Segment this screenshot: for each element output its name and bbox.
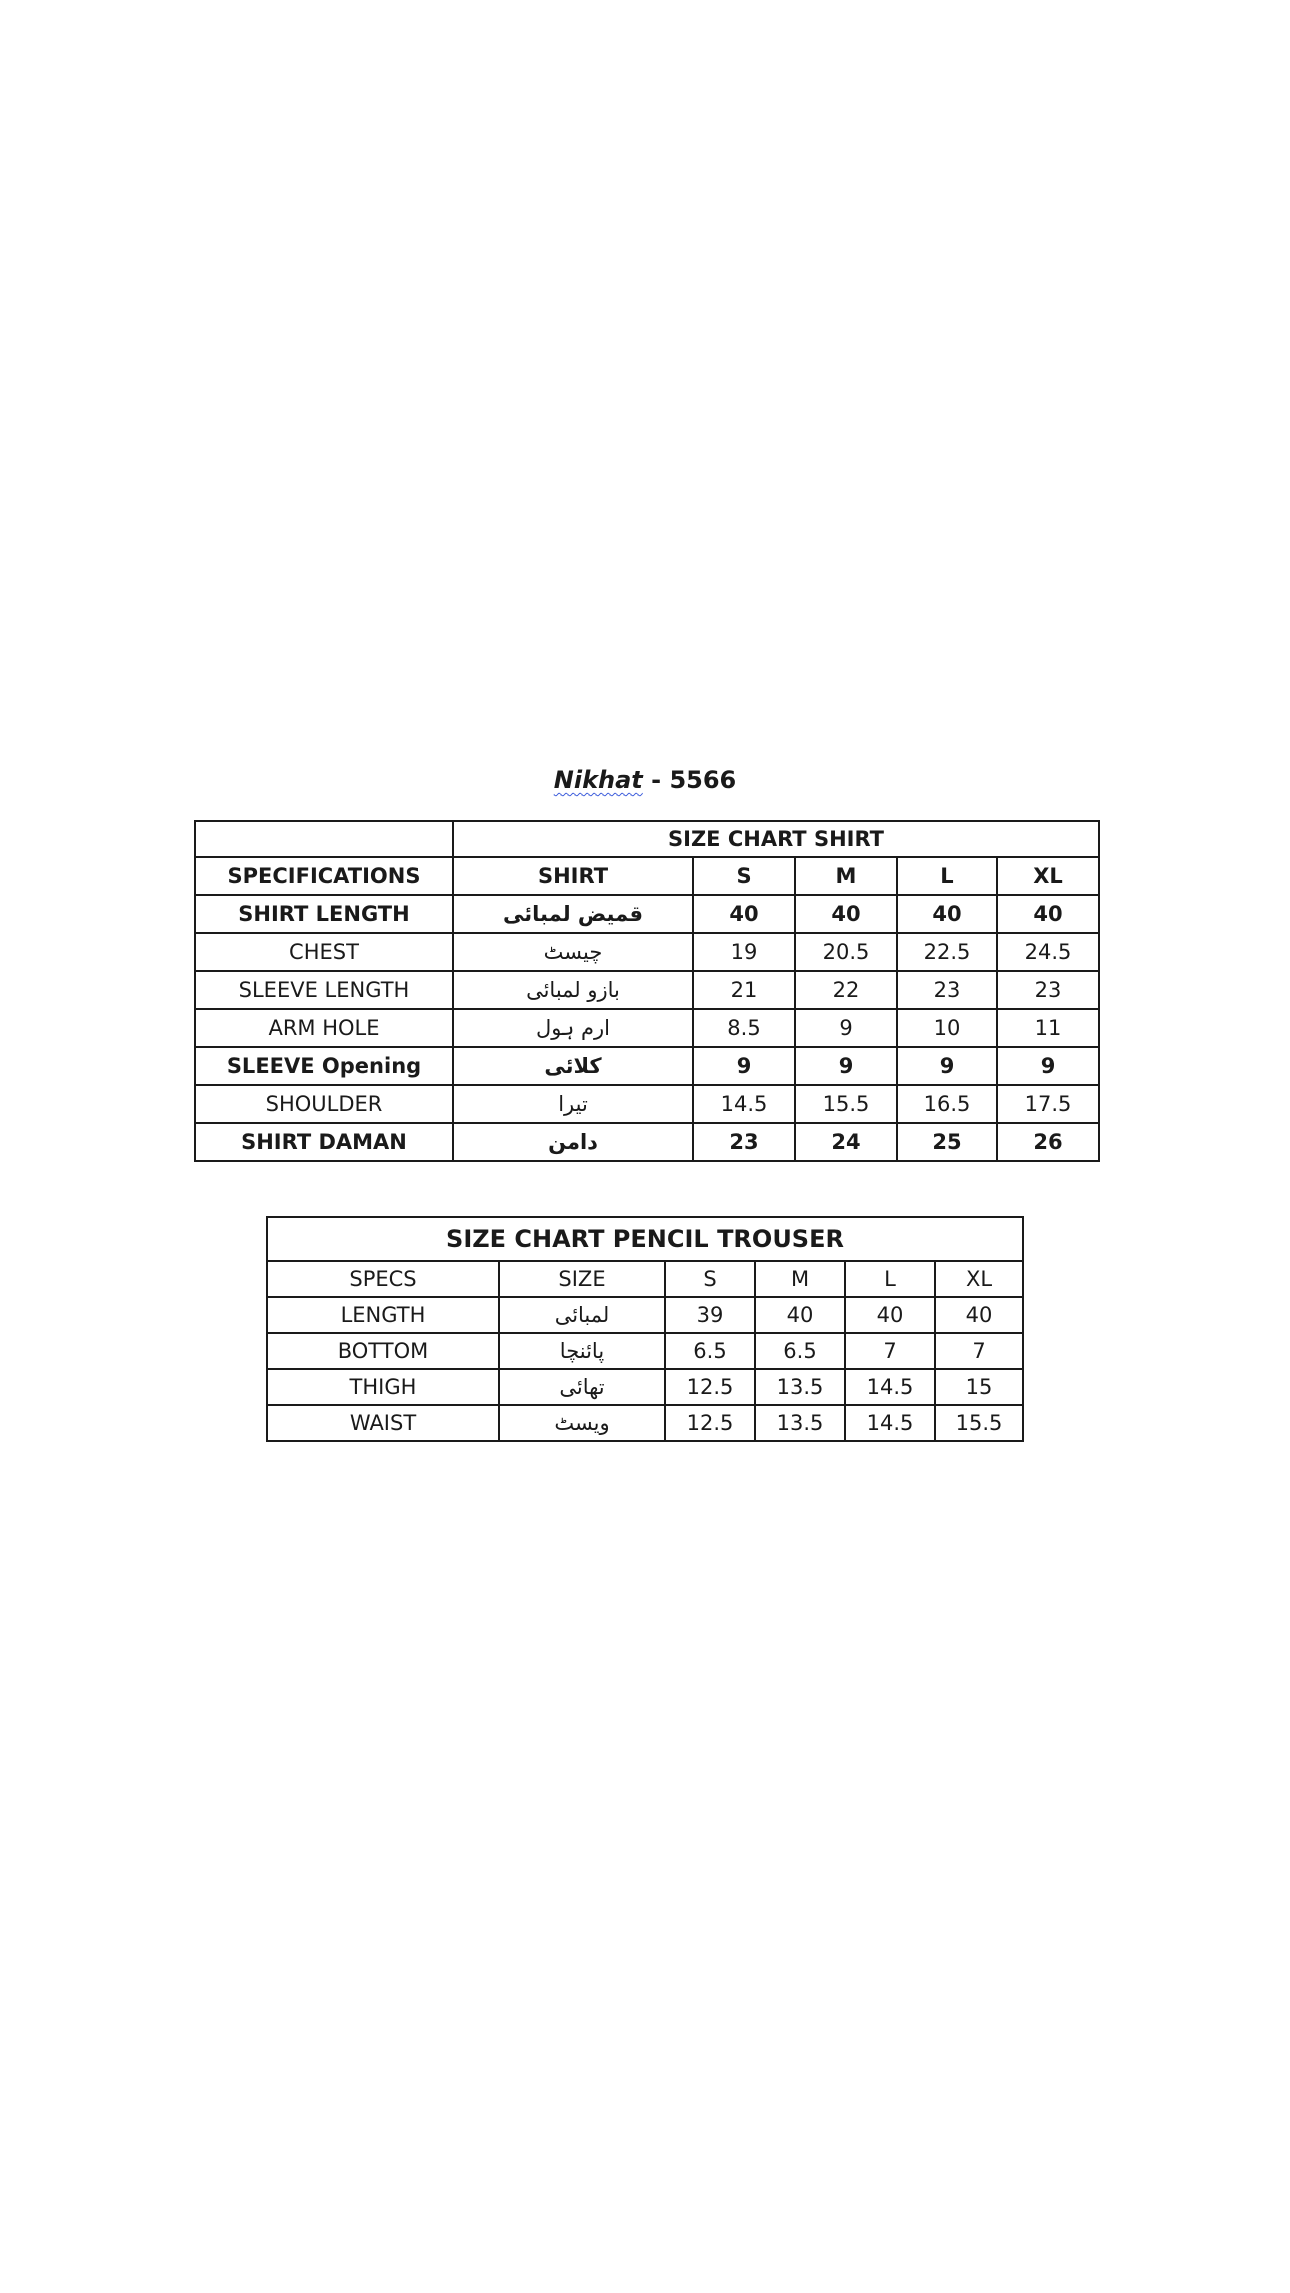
column-header: SHIRT <box>453 857 693 895</box>
value-cell: 26 <box>997 1123 1099 1161</box>
value-cell: 7 <box>845 1333 935 1369</box>
value-cell: 12.5 <box>665 1369 755 1405</box>
urdu-label-cell: بازو لمبائی <box>453 971 693 1009</box>
value-cell: 23 <box>897 971 997 1009</box>
value-cell: 14.5 <box>693 1085 795 1123</box>
table-row <box>267 1369 1023 1405</box>
value-cell: 25 <box>897 1123 997 1161</box>
value-cell: 40 <box>755 1297 845 1333</box>
value-cell: 7 <box>935 1333 1023 1369</box>
value-cell: 40 <box>897 895 997 933</box>
value-cell: 40 <box>997 895 1099 933</box>
value-cell: 40 <box>935 1297 1023 1333</box>
value-cell: 9 <box>795 1009 897 1047</box>
value-cell: 23 <box>693 1123 795 1161</box>
table-row <box>267 1297 1023 1333</box>
spec-cell: SHIRT DAMAN <box>195 1123 453 1161</box>
column-header: M <box>755 1261 845 1297</box>
value-cell: 19 <box>693 933 795 971</box>
value-cell: 8.5 <box>693 1009 795 1047</box>
urdu-label-cell: قمیض لمبائی <box>453 895 693 933</box>
value-cell: 9 <box>795 1047 897 1085</box>
table-row <box>195 1085 1099 1123</box>
value-cell: 14.5 <box>845 1369 935 1405</box>
column-header: XL <box>935 1261 1023 1297</box>
spec-cell: ARM HOLE <box>195 1009 453 1047</box>
spec-cell: WAIST <box>267 1405 499 1441</box>
table-header-row <box>195 857 1099 895</box>
urdu-label-cell: ویسٹ <box>499 1405 665 1441</box>
value-cell: 14.5 <box>845 1405 935 1441</box>
spec-cell: LENGTH <box>267 1297 499 1333</box>
urdu-label-cell: چیسٹ <box>453 933 693 971</box>
urdu-label-cell: تیرا <box>453 1085 693 1123</box>
column-header: SPECS <box>267 1261 499 1297</box>
empty-corner-cell <box>195 821 453 857</box>
value-cell: 9 <box>997 1047 1099 1085</box>
value-cell: 9 <box>693 1047 795 1085</box>
trouser-chart-heading: SIZE CHART PENCIL TROUSER <box>267 1217 1023 1261</box>
table-row <box>195 1009 1099 1047</box>
urdu-label-cell: دامن <box>453 1123 693 1161</box>
table-row <box>267 1333 1023 1369</box>
column-header: L <box>897 857 997 895</box>
value-cell: 12.5 <box>665 1405 755 1441</box>
value-cell: 24 <box>795 1123 897 1161</box>
column-header: XL <box>997 857 1099 895</box>
trouser-size-chart-table <box>266 1216 1024 1442</box>
table-row <box>195 1047 1099 1085</box>
column-header: S <box>665 1261 755 1297</box>
value-cell: 40 <box>795 895 897 933</box>
spec-cell: SLEEVE LENGTH <box>195 971 453 1009</box>
spec-cell: BOTTOM <box>267 1333 499 1369</box>
product-name: Nikhat <box>553 766 643 794</box>
value-cell: 6.5 <box>755 1333 845 1369</box>
value-cell: 9 <box>897 1047 997 1085</box>
column-header: S <box>693 857 795 895</box>
value-cell: 10 <box>897 1009 997 1047</box>
table-header-row <box>267 1261 1023 1297</box>
value-cell: 40 <box>693 895 795 933</box>
shirt-size-chart-table <box>194 820 1100 1162</box>
table-row <box>267 1405 1023 1441</box>
value-cell: 13.5 <box>755 1405 845 1441</box>
value-cell: 21 <box>693 971 795 1009</box>
value-cell: 16.5 <box>897 1085 997 1123</box>
table-heading-row <box>195 821 1099 857</box>
column-header: M <box>795 857 897 895</box>
value-cell: 15 <box>935 1369 1023 1405</box>
spec-cell: SHOULDER <box>195 1085 453 1123</box>
value-cell: 22.5 <box>897 933 997 971</box>
urdu-label-cell: کلائی <box>453 1047 693 1085</box>
value-cell: 20.5 <box>795 933 897 971</box>
column-header: L <box>845 1261 935 1297</box>
value-cell: 24.5 <box>997 933 1099 971</box>
table-row <box>195 895 1099 933</box>
spec-cell: THIGH <box>267 1369 499 1405</box>
product-code: - 5566 <box>642 766 737 794</box>
urdu-label-cell: پائنچا <box>499 1333 665 1369</box>
spec-cell: CHEST <box>195 933 453 971</box>
shirt-chart-heading: SIZE CHART SHIRT <box>453 821 1099 857</box>
value-cell: 15.5 <box>795 1085 897 1123</box>
value-cell: 39 <box>665 1297 755 1333</box>
table-heading-row <box>267 1217 1023 1261</box>
value-cell: 40 <box>845 1297 935 1333</box>
document-title <box>0 760 1290 800</box>
spec-cell: SLEEVE Opening <box>195 1047 453 1085</box>
column-header: SPECIFICATIONS <box>195 857 453 895</box>
table-row <box>195 1123 1099 1161</box>
spec-cell: SHIRT LENGTH <box>195 895 453 933</box>
table-row <box>195 933 1099 971</box>
value-cell: 11 <box>997 1009 1099 1047</box>
urdu-label-cell: لمبائی <box>499 1297 665 1333</box>
column-header: SIZE <box>499 1261 665 1297</box>
value-cell: 13.5 <box>755 1369 845 1405</box>
value-cell: 22 <box>795 971 897 1009</box>
value-cell: 17.5 <box>997 1085 1099 1123</box>
table-row <box>195 971 1099 1009</box>
urdu-label-cell: ارم ہول <box>453 1009 693 1047</box>
urdu-label-cell: تھائی <box>499 1369 665 1405</box>
value-cell: 23 <box>997 971 1099 1009</box>
value-cell: 6.5 <box>665 1333 755 1369</box>
value-cell: 15.5 <box>935 1405 1023 1441</box>
